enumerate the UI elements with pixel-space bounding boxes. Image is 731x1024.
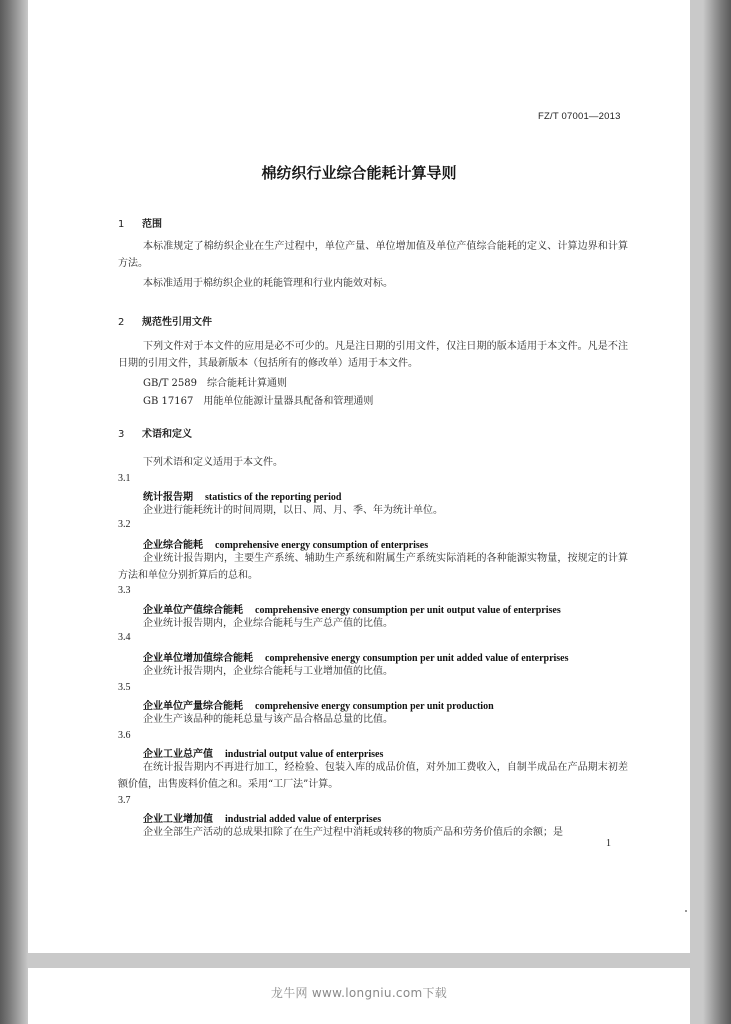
term-name-en: comprehensive energy consumption per unit output value of enterprises (255, 605, 561, 616)
section-1-paragraph-2: 本标准适用于棉纺织企业的耗能管理和行业内能效对标。 (143, 278, 393, 289)
term-number: 3.4 (118, 632, 131, 643)
term-number: 3.7 (118, 795, 131, 806)
term-heading (143, 745, 383, 760)
term-definition: 企业统计报告期内，企业综合能耗与生产总产值的比值。 (143, 618, 393, 629)
reference-2: GB 17167 用能单位能源计量器具配备和管理通则 (143, 396, 374, 407)
term-definition: 企业统计报告期内，企业综合能耗与工业增加值的比值。 (143, 666, 393, 677)
term-name-en: industrial output value of enterprises (225, 749, 384, 760)
term-number: 3.2 (118, 519, 131, 530)
document-page (28, 0, 690, 953)
term-name-en: comprehensive energy consumption per unit added value of enterprises (265, 653, 569, 664)
page-number: 1 (606, 838, 611, 849)
section-2-heading (118, 313, 212, 328)
term-name-en: industrial added value of enterprises (225, 814, 382, 825)
term-name-zh: 企业工业增加值 (143, 814, 213, 825)
section-title: 术语和定义 (142, 429, 192, 440)
section-number: 1 (118, 219, 125, 230)
section-3-intro: 下列术语和定义适用于本文件。 (143, 457, 283, 468)
section-number: 2 (118, 317, 125, 328)
term-number: 3.3 (118, 585, 131, 596)
section-3-heading (118, 425, 192, 440)
section-2-paragraph: 下列文件对于本文件的应用是必不可少的。凡是注日期的引用文件，仅注日期的版本适用于本文件。凡是不注日期的引用文件，其最新版本（包括所有的修改单）适用于本文件。 (118, 341, 628, 369)
term-heading (143, 601, 561, 616)
term-heading (143, 697, 494, 712)
term-name-en: statistics of the reporting period (205, 492, 342, 503)
site-watermark: 龙牛网 www.longniu.com下载 (270, 986, 448, 1000)
term-number: 3.5 (118, 682, 131, 693)
term-definition: 企业全部生产活动的总成果扣除了在生产过程中消耗或转移的物质产品和劳务价值后的余额；是 (143, 827, 563, 838)
section-title: 规范性引用文件 (142, 317, 212, 328)
term-name-zh: 企业单位产量综合能耗 (143, 701, 243, 712)
download-footer (28, 968, 690, 1024)
term-name-zh: 企业综合能耗 (143, 540, 203, 551)
scan-speck (685, 910, 687, 912)
term-name-zh: 企业单位增加值综合能耗 (143, 653, 253, 664)
standard-code: FZ/T 07001—2013 (538, 111, 621, 122)
term-name-zh: 统计报告期 (143, 492, 193, 503)
term-heading (143, 488, 341, 503)
term-definition: 企业进行能耗统计的时间周期，以日、周、月、季、年为统计单位。 (143, 505, 443, 516)
term-number: 3.1 (118, 473, 131, 484)
term-heading (143, 536, 428, 551)
term-definition: 企业生产该品种的能耗总量与该产品合格品总量的比值。 (143, 714, 393, 725)
term-name-en: comprehensive energy consumption of enterprises (215, 540, 429, 551)
document-title: 棉纺织行业综合能耗计算导则 (261, 164, 457, 182)
term-number: 3.6 (118, 730, 131, 741)
term-name-en: comprehensive energy consumption per unit production (255, 701, 494, 712)
reference-1: GB/T 2589 综合能耗计算通则 (143, 378, 288, 389)
term-heading (143, 810, 381, 825)
section-number: 3 (118, 429, 125, 440)
term-heading (143, 649, 569, 664)
term-name-zh: 企业工业总产值 (143, 749, 213, 760)
term-name-zh: 企业单位产值综合能耗 (143, 605, 243, 616)
term-definition: 企业统计报告期内，主要生产系统、辅助生产系统和附属生产系统实际消耗的各种能源实物量，按规定的计算方法和单位分别折算后的总和。 (118, 553, 628, 581)
section-title: 范围 (142, 219, 162, 230)
section-1-heading (118, 215, 162, 230)
term-definition: 在统计报告期内不再进行加工，经检验、包装入库的成品价值，对外加工费收入，自制半成品在产品期末初差额价值，出售废料价值之和。采用“工厂法”计算。 (118, 762, 628, 790)
section-1-paragraph-1: 本标准规定了棉纺织企业在生产过程中，单位产量、单位增加值及单位产值综合能耗的定义、计算边界和计算方法。 (118, 241, 628, 269)
